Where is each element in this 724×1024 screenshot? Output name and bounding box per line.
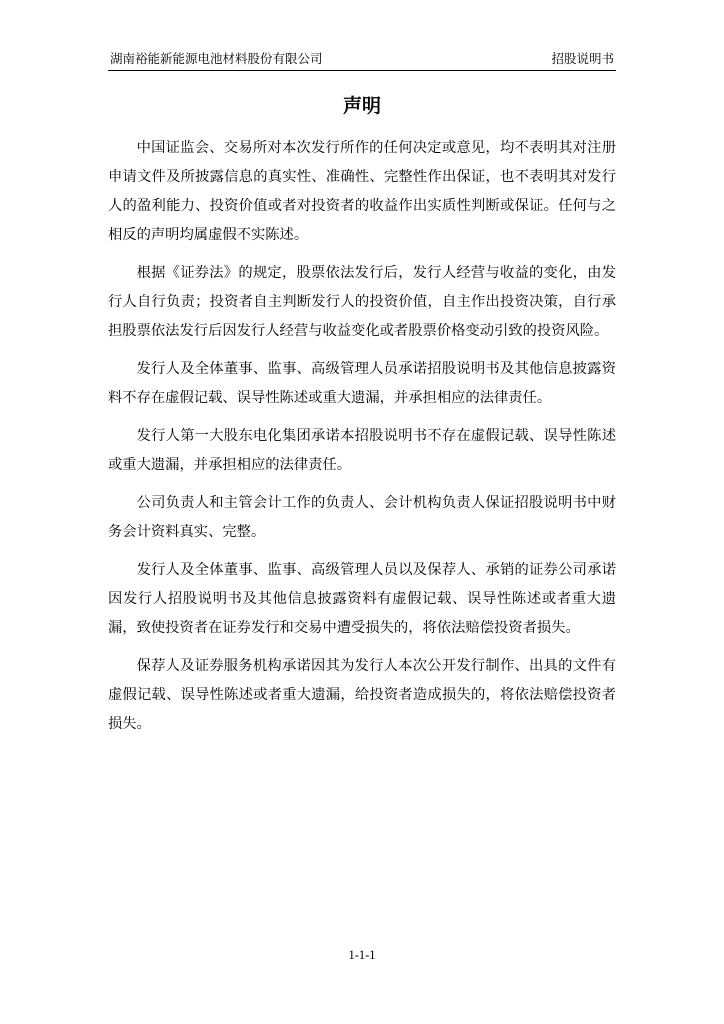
- declaration-paragraph-3: 发行人及全体董事、监事、高级管理人员承诺招股说明书及其他信息披露资料不存在虚假记载、误导性陈述或重大遗漏，并承担相应的法律责任。: [108, 361, 616, 406]
- declaration-paragraph-6: 发行人及全体董事、监事、高级管理人员以及保荐人、承销的证券公司承诺因发行人招股说明书及其他信息披露资料有虚假记载、误导性陈述或者重大遗漏，致使投资者在证券发行和交易中遭受损失的，将依法赔偿投资者损失。: [108, 562, 616, 636]
- declaration-paragraph-1: 中国证监会、交易所对本次发行所作的任何决定或意见，均不表明其对注册申请文件及所披露信息的真实性、准确性、完整性作出保证，也不表明其对发行人的盈利能力、投资价值或者对投资者的收益作出实质性判断或保证。任何与之相反的声明均属虚假不实陈述。: [108, 140, 616, 243]
- declaration-body: [108, 134, 616, 748]
- page-header: [108, 50, 616, 71]
- page-number: 1-1-1: [348, 948, 376, 962]
- header-document-type: 招股说明书: [551, 51, 614, 66]
- declaration-paragraph-4: 发行人第一大股东电化集团承诺本招股说明书不存在虚假记载、误导性陈述或重大遗漏，并承担相应的法律责任。: [108, 428, 616, 473]
- header-company-name: 湖南裕能新能源电池材料股份有限公司: [110, 51, 323, 66]
- declaration-paragraph-2: 根据《证券法》的规定，股票依法发行后，发行人经营与收益的变化，由发行人自行负责；投资者自主判断发行人的投资价值，自主作出投资决策，自行承担股票依法发行后因发行人经营与收益变化或者股票价格变动引致的投资风险。: [108, 265, 616, 339]
- page-title: 声明: [342, 95, 381, 117]
- declaration-paragraph-7: 保荐人及证券服务机构承诺因其为发行人本次公开发行制作、出具的文件有虚假记载、误导性陈述或者重大遗漏，给投资者造成损失的，将依法赔偿投资者损失。: [108, 658, 616, 732]
- declaration-paragraph-5: 公司负责人和主管会计工作的负责人、会计机构负责人保证招股说明书中财务会计资料真实、完整。: [108, 495, 616, 540]
